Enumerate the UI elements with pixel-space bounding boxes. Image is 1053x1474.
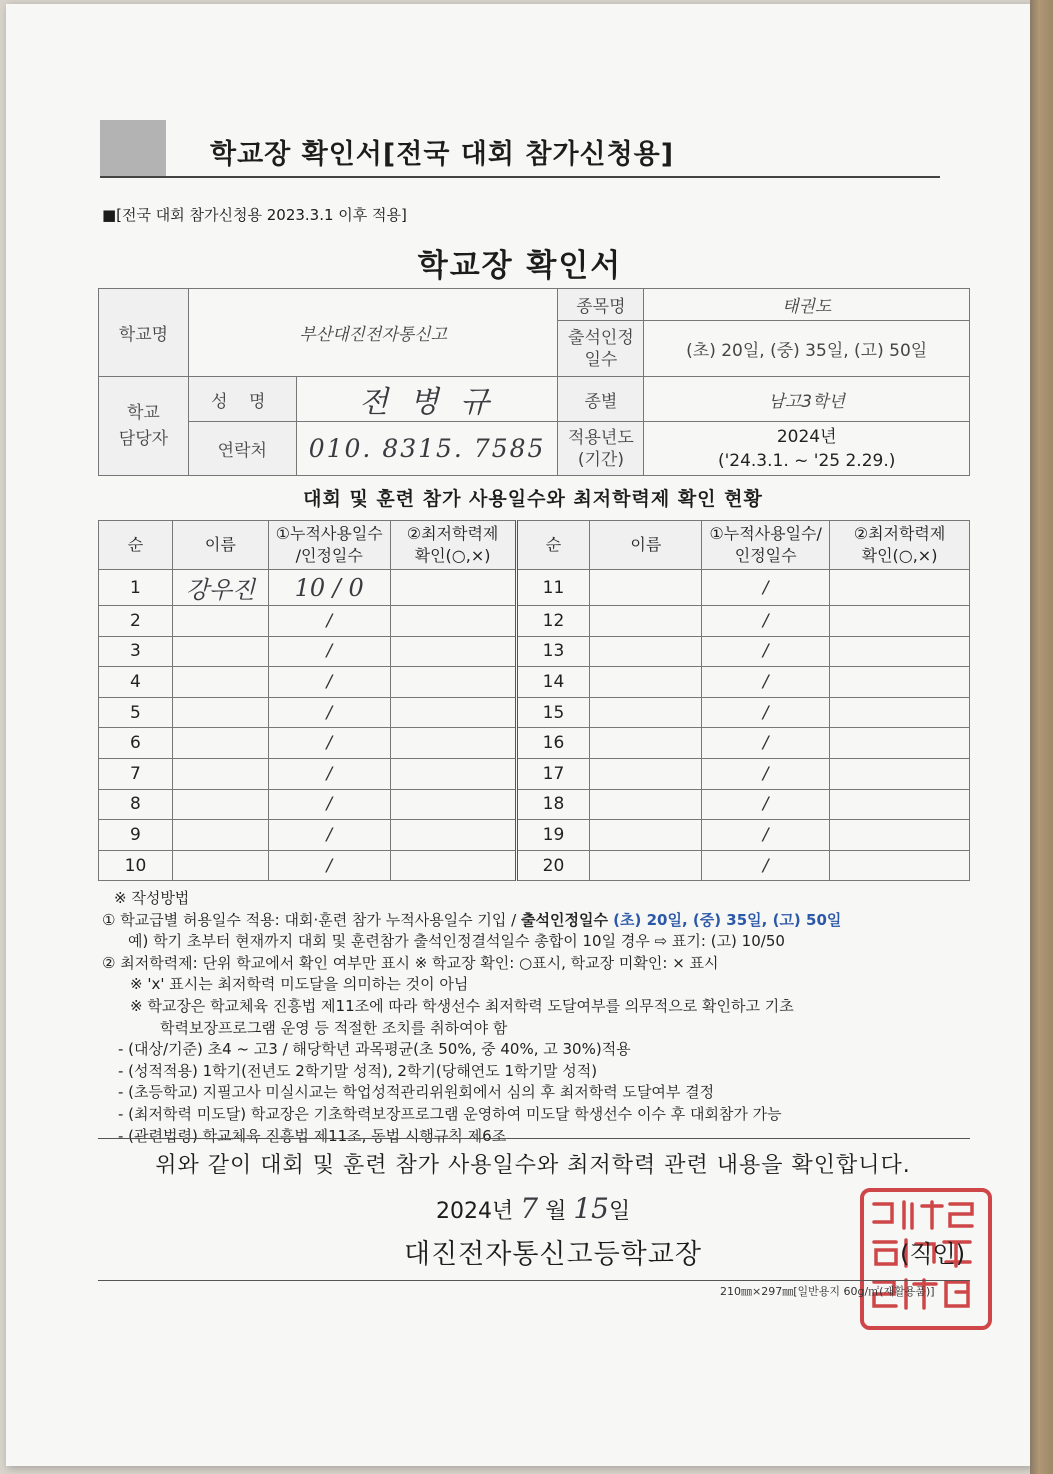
row-academic bbox=[390, 570, 516, 606]
form-header bbox=[100, 120, 940, 178]
table-row bbox=[99, 636, 970, 667]
row-no bbox=[99, 667, 173, 698]
row-days-right bbox=[702, 850, 830, 881]
row-name-right bbox=[590, 697, 702, 728]
row-name-right bbox=[590, 758, 702, 789]
row-name bbox=[172, 728, 268, 759]
row-academic bbox=[390, 850, 516, 881]
row-academic-right bbox=[830, 820, 970, 851]
footer-divider bbox=[98, 1280, 970, 1281]
name-value: 전 병 규 bbox=[359, 385, 496, 420]
note-1-text: ① 학교급별 허용일수 적용: 대회·훈련 참가 누적사용일수 기입 / bbox=[102, 910, 521, 929]
row-no-right-text: 11 bbox=[542, 577, 565, 598]
row-days-text: / bbox=[326, 641, 333, 662]
row-no bbox=[99, 697, 173, 728]
row-days bbox=[268, 667, 390, 698]
row-name-right bbox=[590, 606, 702, 637]
row-days bbox=[268, 850, 390, 881]
row-days-right bbox=[702, 636, 830, 667]
row-name-right bbox=[590, 728, 702, 759]
row-days bbox=[268, 570, 390, 606]
period-value: ('24.3.1. ~ '25 2.29.) bbox=[717, 450, 896, 471]
row-days-right bbox=[702, 606, 830, 637]
row-days-right-text: / bbox=[762, 702, 769, 723]
col-header-name-right: 이름 bbox=[590, 521, 702, 570]
row-no-text: 7 bbox=[130, 763, 141, 784]
row-days-right-text: / bbox=[762, 824, 769, 845]
row-days-text: / bbox=[326, 702, 333, 723]
row-academic bbox=[390, 789, 516, 820]
date-day: 15 bbox=[573, 1192, 609, 1225]
detail-4: - (최저학력 미도달) 학교장은 기초학력보장프로그램 운영하여 미도달 학생선수 이수 후 대회참가 가능 bbox=[118, 1104, 782, 1123]
row-academic-right bbox=[830, 789, 970, 820]
row-academic bbox=[390, 820, 516, 851]
row-name-text: 강우진 bbox=[185, 576, 256, 604]
row-no-text: 4 bbox=[130, 671, 141, 692]
col-header-no-right: 순 bbox=[516, 521, 590, 570]
row-name-right bbox=[590, 667, 702, 698]
row-days bbox=[268, 728, 390, 759]
row-no-right bbox=[516, 667, 590, 698]
contact-value: 010. 8315. 7585 bbox=[308, 434, 546, 463]
row-no bbox=[99, 850, 173, 881]
note-2: ② 최저학력제: 단위 학교에서 확인 여부만 표시 ※ 학교장 확인: ○표시, 학교장 미확인: × 표시 bbox=[102, 953, 719, 972]
row-academic-right bbox=[830, 758, 970, 789]
attendance-value: (초) 20일, (중) 35일, (고) 50일 bbox=[644, 321, 970, 377]
divider-line bbox=[98, 1138, 970, 1139]
row-name-right bbox=[590, 636, 702, 667]
row-days-text: 10 / 0 bbox=[294, 573, 364, 602]
note-1 bbox=[102, 910, 982, 932]
instructions bbox=[102, 888, 982, 1147]
row-days-text: / bbox=[326, 763, 333, 784]
table-row bbox=[99, 570, 970, 606]
name-label: 성 명 bbox=[188, 377, 296, 422]
col-header-academic: ②최저학력제 확인(○,×) bbox=[390, 521, 516, 570]
row-academic-right bbox=[830, 636, 970, 667]
year-value: 2024년 bbox=[776, 426, 837, 447]
row-no-text: 2 bbox=[130, 610, 141, 631]
col-header-academic-right: ②최저학력제 확인(○,×) bbox=[830, 521, 970, 570]
col-header-name: 이름 bbox=[172, 521, 268, 570]
staff-label: 학교 담당자 bbox=[99, 377, 189, 476]
contact-label: 연락처 bbox=[188, 422, 296, 476]
row-no-text: 10 bbox=[124, 855, 147, 876]
row-name bbox=[172, 667, 268, 698]
row-days-right bbox=[702, 820, 830, 851]
usage-table bbox=[98, 520, 970, 881]
row-name bbox=[172, 570, 268, 606]
row-days-right-text: / bbox=[762, 671, 769, 692]
row-no-right-text: 18 bbox=[542, 794, 565, 815]
detail-2: - (성적적용) 1학기(전년도 2학기말 성적), 2학기(당해연도 1학기말 성적) bbox=[118, 1061, 598, 1080]
row-no-text: 6 bbox=[130, 733, 141, 754]
desk-edge bbox=[1030, 0, 1053, 1474]
row-days-text: / bbox=[326, 610, 333, 631]
row-days-text: / bbox=[326, 733, 333, 754]
detail-5: - (관련법령) 학교체육 진흥법 제11조, 동법 시행규칙 제6조 bbox=[118, 1126, 507, 1145]
row-name-right bbox=[590, 570, 702, 606]
gender-value: 남고3학년 bbox=[644, 377, 970, 422]
table-row bbox=[99, 728, 970, 759]
row-days-text: / bbox=[326, 671, 333, 692]
row-days-text: / bbox=[326, 794, 333, 815]
row-no-right bbox=[516, 789, 590, 820]
document-title: 학교장 확인서 bbox=[417, 248, 623, 284]
row-days-right bbox=[702, 667, 830, 698]
row-name bbox=[172, 820, 268, 851]
row-name bbox=[172, 850, 268, 881]
event-value: 태권도 bbox=[644, 289, 970, 321]
row-days-text: / bbox=[326, 824, 333, 845]
table-row bbox=[99, 820, 970, 851]
note-2-a: ※ 'x' 표시는 최저학력 미도달을 의미하는 것이 아님 bbox=[130, 975, 469, 994]
row-no-right bbox=[516, 606, 590, 637]
attendance-label: 출석인정 일수 bbox=[558, 321, 644, 377]
row-name bbox=[172, 758, 268, 789]
info-table bbox=[98, 288, 970, 476]
note-1-example: 예) 학기 초부터 현재까지 대회 및 훈련참가 출석인정결석일수 총합이 10일 경우 ⇨ 표기: (고) 10/50 bbox=[128, 932, 785, 951]
row-no-right-text: 17 bbox=[542, 763, 565, 784]
row-days-right-text: / bbox=[762, 733, 769, 754]
paper-spec-note: 210㎜×297㎜[일반용지 60g/㎡(재활용품)] bbox=[720, 1285, 935, 1298]
row-days-text: / bbox=[326, 855, 333, 876]
row-days bbox=[268, 789, 390, 820]
row-name bbox=[172, 697, 268, 728]
row-days bbox=[268, 606, 390, 637]
row-name bbox=[172, 636, 268, 667]
row-academic-right bbox=[830, 697, 970, 728]
table-row bbox=[99, 758, 970, 789]
row-no-text: 5 bbox=[130, 702, 141, 723]
row-no-right bbox=[516, 758, 590, 789]
row-academic-right bbox=[830, 667, 970, 698]
row-no-right-text: 16 bbox=[542, 733, 565, 754]
row-no-right bbox=[516, 570, 590, 606]
row-days-right-text: / bbox=[762, 855, 769, 876]
row-days-right-text: / bbox=[762, 641, 769, 662]
detail-3: - (초등학교) 지필고사 미실시교는 학업성적관리위원회에서 심의 후 최저학력 도달여부 결정 bbox=[118, 1083, 715, 1102]
col-header-days-right: ①누적사용일수/ 인정일수 bbox=[702, 521, 830, 570]
row-name-right bbox=[590, 820, 702, 851]
date-year: 2024년 bbox=[436, 1199, 514, 1224]
gender-label: 종별 bbox=[558, 377, 644, 422]
instructions-heading: ※ 작성방법 bbox=[114, 889, 190, 907]
note-2-b: ※ 학교장은 학교체육 진흥법 제11조에 따라 학생선수 최저학력 도달여부를 의무적으로 확인하고 기초 bbox=[130, 996, 794, 1015]
row-name-right bbox=[590, 789, 702, 820]
col-header-days: ①누적사용일수 /인정일수 bbox=[268, 521, 390, 570]
row-no-right bbox=[516, 820, 590, 851]
row-days-right bbox=[702, 570, 830, 606]
row-academic-right bbox=[830, 570, 970, 606]
table-row bbox=[99, 667, 970, 698]
row-days-right bbox=[702, 758, 830, 789]
detail-1: - (대상/기준) 초4 ~ 고3 / 해당학년 과목평균(초 50%, 중 40%, 고 30%)적용 bbox=[118, 1040, 631, 1059]
row-no-text: 3 bbox=[130, 641, 141, 662]
date-day-unit: 일 bbox=[608, 1199, 631, 1224]
school-label: 학교명 bbox=[99, 289, 189, 377]
row-days bbox=[268, 636, 390, 667]
row-no-right-text: 13 bbox=[542, 641, 565, 662]
table-row bbox=[99, 789, 970, 820]
row-days-right-text: / bbox=[762, 763, 769, 784]
row-days-right bbox=[702, 789, 830, 820]
row-no-text: 1 bbox=[130, 577, 141, 598]
row-no-text: 8 bbox=[130, 794, 141, 815]
row-name bbox=[172, 789, 268, 820]
date-month: 7 bbox=[520, 1192, 539, 1225]
row-academic-right bbox=[830, 728, 970, 759]
row-no-text: 9 bbox=[130, 824, 141, 845]
row-days-right-text: / bbox=[762, 794, 769, 815]
note-1-bold: 출석인정일수 bbox=[521, 910, 608, 929]
row-no bbox=[99, 758, 173, 789]
row-name-right bbox=[590, 850, 702, 881]
principal-name: 대진전자통신고등학교장 bbox=[404, 1239, 702, 1270]
row-no-right-text: 15 bbox=[542, 702, 565, 723]
row-no bbox=[99, 820, 173, 851]
year-label: 적용년도 (기간) bbox=[558, 422, 644, 476]
header-gray-block bbox=[100, 120, 166, 176]
row-no-right-text: 20 bbox=[542, 855, 565, 876]
row-no bbox=[99, 728, 173, 759]
row-days-right-text: / bbox=[762, 610, 769, 631]
row-academic bbox=[390, 606, 516, 637]
row-no-right bbox=[516, 728, 590, 759]
row-no-right bbox=[516, 850, 590, 881]
table-row bbox=[99, 850, 970, 881]
school-value: 부산대진전자통신고 bbox=[188, 289, 558, 377]
row-name bbox=[172, 606, 268, 637]
signing-date bbox=[436, 1192, 630, 1225]
row-academic-right bbox=[830, 850, 970, 881]
row-no-right-text: 12 bbox=[542, 610, 565, 631]
row-no bbox=[99, 606, 173, 637]
table-row bbox=[99, 697, 970, 728]
table-row bbox=[99, 606, 970, 637]
row-no-right bbox=[516, 697, 590, 728]
row-no bbox=[99, 789, 173, 820]
row-no bbox=[99, 636, 173, 667]
confirmation-text: 위와 같이 대회 및 훈련 참가 사용일수와 최저학력 관련 내용을 확인합니다. bbox=[155, 1153, 911, 1178]
header-title: 학교장 확인서[전국 대회 참가신청용] bbox=[210, 139, 675, 170]
section-title: 대회 및 훈련 참가 사용일수와 최저학력제 확인 현황 bbox=[303, 488, 763, 510]
row-academic-right bbox=[830, 606, 970, 637]
row-academic bbox=[390, 636, 516, 667]
row-days bbox=[268, 758, 390, 789]
date-month-unit: 월 bbox=[545, 1199, 567, 1224]
applicability-note: ■[전국 대회 참가신청용 2023.3.1 이후 적용] bbox=[102, 206, 407, 224]
row-no-right bbox=[516, 636, 590, 667]
row-no-right-text: 14 bbox=[542, 671, 565, 692]
row-days-right-text: / bbox=[762, 577, 769, 598]
row-academic bbox=[390, 728, 516, 759]
event-label: 종목명 bbox=[558, 289, 644, 321]
row-days bbox=[268, 820, 390, 851]
row-days-right bbox=[702, 697, 830, 728]
col-header-no: 순 bbox=[99, 521, 173, 570]
note-2-b2: 학력보장프로그램 운영 등 적절한 조치를 취하여야 함 bbox=[160, 1018, 508, 1037]
row-academic bbox=[390, 667, 516, 698]
row-days bbox=[268, 697, 390, 728]
row-no bbox=[99, 570, 173, 606]
row-days-right bbox=[702, 728, 830, 759]
row-no-right-text: 19 bbox=[542, 824, 565, 845]
note-1-blue: (초) 20일, (중) 35일, (고) 50일 bbox=[607, 910, 842, 929]
seal-label: (직인) bbox=[900, 1240, 966, 1268]
row-academic bbox=[390, 758, 516, 789]
row-academic bbox=[390, 697, 516, 728]
